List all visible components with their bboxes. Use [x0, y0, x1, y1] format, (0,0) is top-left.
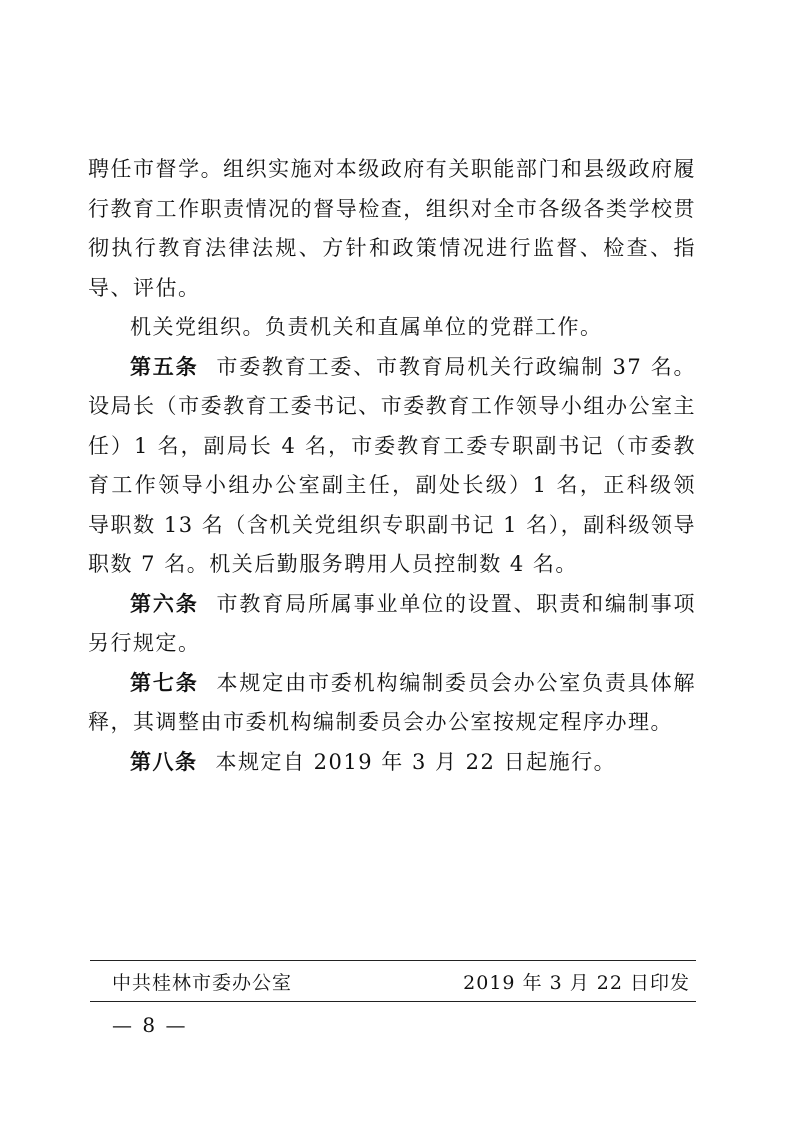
article-text: 本规定自 2019 年 3 月 22 日起施行。: [215, 749, 617, 774]
document-body: [88, 150, 696, 782]
footer-bottom-rule: [90, 1001, 696, 1002]
article-7: [88, 664, 696, 743]
article-8: [88, 743, 696, 783]
article-heading: 第五条: [130, 354, 199, 379]
page-number: — 8 —: [112, 1013, 188, 1037]
footer-issuer: 中共桂林市委办公室: [112, 972, 293, 994]
article-text: 市委教育工委、市教育局机关行政编制 37 名。设局长（市委教育工委书记、市委教育工作领导小组办公室主任）1 名，副局长 4 名，市委教育工委专职副书记（市委教育工作领导小组办公室副主任，副处长级）1 名，正科级领导职数 13 名（含机关党组织专职副书记 1 名），副科级领导职数 7 名。机关后勤服务聘用人员控制数 4 名。: [88, 354, 696, 576]
footer-issue-date: 2019 年 3 月 22 日印发: [463, 972, 690, 994]
article-text: 市教育局所属事业单位的设置、职责和编制事项另行规定。: [88, 591, 697, 655]
paragraph-text: 机关党组织。负责机关和直属单位的党群工作。: [130, 315, 603, 339]
paragraph-text: 聘任市督学。组织实施对本级政府有关职能部门和县级政府履行教育工作职责情况的督导检查，组织对全市各级各类学校贯彻执行教育法律法规、方针和政策情况进行监督、检查、指导、评估。: [88, 157, 696, 300]
article-heading: 第六条: [130, 591, 199, 616]
paragraph-party-organization: [88, 308, 696, 348]
article-6: [88, 585, 696, 664]
paragraph-continuation: [88, 150, 696, 308]
article-heading: 第八条: [130, 749, 198, 774]
article-heading: 第七条: [130, 670, 199, 695]
article-5: [88, 348, 696, 585]
article-text: 本规定由市委机构编制委员会办公室负责具体解释，其调整由市委机构编制委员会办公室按规定程序办理。: [88, 670, 697, 734]
footer-top-rule: [90, 960, 696, 961]
